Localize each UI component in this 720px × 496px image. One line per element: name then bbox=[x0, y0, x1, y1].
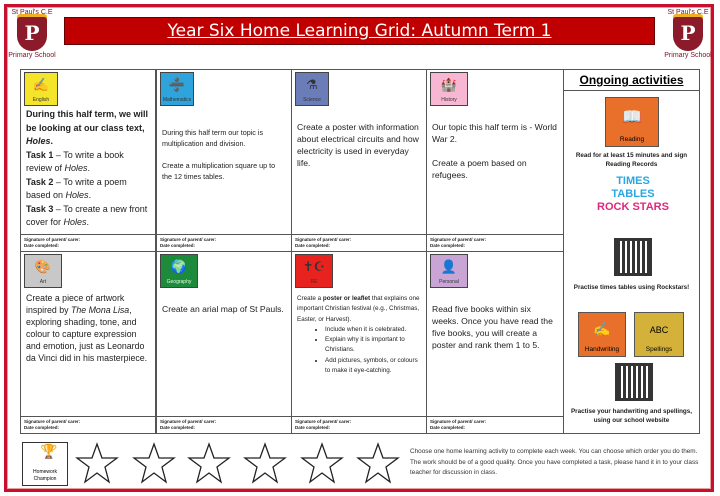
reading-icon: 📖 Reading bbox=[605, 97, 659, 147]
learning-grid bbox=[20, 69, 563, 434]
ttrs-text: Practise times tables using Rockstars! bbox=[573, 284, 690, 291]
personal-icon: 👤 Personal bbox=[430, 254, 468, 288]
school-logo-left bbox=[8, 9, 56, 67]
mathematics-text: During this half term our topic is multiplication and division. Create a multiplication square up to the 12 times tables. bbox=[162, 128, 276, 181]
art-icon: 🎨 Art bbox=[24, 254, 62, 288]
instructions-text: Choose one home learning activity to complete each week. You can choose which order you do them. The work should be of a good quality. Once you have completed a task, please hand it in to your class teacher for discussion in class. bbox=[410, 448, 699, 476]
re-bullet-list bbox=[325, 325, 422, 376]
geography-icon: 🌍 Geography bbox=[160, 254, 198, 288]
science-text: Create a poster with information about electrical circuits and how electricity is used in everyday life. bbox=[297, 122, 419, 168]
ongoing-activities-panel bbox=[563, 69, 700, 434]
qr-code-website[interactable] bbox=[615, 363, 653, 401]
shield-icon: P bbox=[673, 17, 703, 51]
re-icon: ✝☪ RE bbox=[295, 254, 333, 288]
signature-box[interactable]: Signature of parent/ carer: Date completed: bbox=[427, 234, 563, 251]
logo-text: St Paul's C.E bbox=[11, 9, 53, 16]
ongoing-title: Ongoing activities bbox=[564, 70, 699, 91]
list-item: • Add pictures, symbols, or colours to make it eye-catching. bbox=[325, 356, 422, 377]
cell-english bbox=[20, 69, 156, 252]
school-logo-right bbox=[664, 9, 712, 67]
geography-text: Create an arial map of St Pauls. bbox=[162, 304, 284, 314]
signature-box[interactable]: Signature of parent/ carer: Date completed: bbox=[292, 416, 426, 433]
signature-box[interactable]: Signature of parent/ carer: Date completed: bbox=[292, 234, 426, 251]
handwriting-text: Practise your handwriting and spellings, using our school website bbox=[570, 408, 693, 424]
cell-personal bbox=[426, 251, 564, 434]
star-icon[interactable] bbox=[75, 441, 119, 485]
signature-box[interactable]: Signature of parent/ carer: Date completed: bbox=[21, 416, 155, 433]
logo-text: Primary School bbox=[664, 52, 712, 59]
shield-icon: P bbox=[17, 17, 47, 51]
cell-science bbox=[291, 69, 427, 252]
list-item: • Explain why it is important to Christians. bbox=[325, 335, 422, 356]
star-icon[interactable] bbox=[187, 441, 231, 485]
star-icon[interactable] bbox=[356, 441, 400, 485]
history-icon: 🏰 History bbox=[430, 72, 468, 106]
star-icon[interactable] bbox=[243, 441, 287, 485]
science-icon: ⚗ Science bbox=[295, 72, 329, 106]
signature-box[interactable]: Signature of parent/ carer: Date completed: bbox=[427, 416, 563, 433]
homework-champion-badge: 🏆 Homework Champion bbox=[22, 442, 68, 486]
cell-re bbox=[291, 251, 427, 434]
cell-geography bbox=[156, 251, 292, 434]
art-text: Create a piece of artwork inspired by The Mona Lisa, exploring shading, tone, and colour to capture expression and emotion, just as Leonardo da Vinci did in his masterpiece. bbox=[26, 293, 148, 363]
mathematics-icon: ➗ Mathematics bbox=[160, 72, 194, 106]
cell-history bbox=[426, 69, 564, 252]
re-text: Create a poster or leaflet that explains one important Christian festival (e.g., Christmas, Easter, or Harvest). • Include when it is celebrated. • Explain why it is important to Christians. • Add pictures, symbols, or colours to make it eye-catching. bbox=[297, 294, 422, 376]
page-title: Year Six Home Learning Grid: Autumn Term 1 bbox=[64, 17, 655, 45]
qr-code-ttrs[interactable] bbox=[614, 238, 652, 276]
english-text: During this half term, we will be looking at our class text, Holes. Task 1 – To write a book review of Holes. Task 2 – To write a poem based on Holes. Task 3 – To create a new front cover for Holes. bbox=[26, 109, 149, 227]
spellings-icon: ABC Spellings bbox=[634, 312, 684, 357]
personal-text: Read five books within six weeks. Once you have read the five books, you will create a poster and rank them 1 to 5. bbox=[432, 304, 553, 350]
cell-mathematics bbox=[156, 69, 292, 252]
logo-text: Primary School bbox=[8, 52, 56, 59]
trophy-icon: 🏆 bbox=[40, 443, 58, 459]
history-text: Our topic this half term is - World War 2. Create a poem based on refugees. bbox=[432, 122, 557, 180]
cell-art bbox=[20, 251, 156, 434]
star-icon[interactable] bbox=[132, 441, 176, 485]
list-item: • Include when it is celebrated. bbox=[325, 325, 422, 335]
signature-box[interactable]: Signature of parent/ carer: Date completed: bbox=[21, 234, 155, 251]
signature-box[interactable]: Signature of parent/ carer: Date completed: bbox=[157, 416, 291, 433]
logo-text: St Paul's C.E bbox=[667, 9, 709, 16]
reading-text: Read for at least 15 minutes and sign Reading Records bbox=[575, 152, 688, 168]
star-icon[interactable] bbox=[300, 441, 344, 485]
signature-box[interactable]: Signature of parent/ carer: Date completed: bbox=[157, 234, 291, 251]
ttrs-logo: TIMES TABLES ROCK STARS bbox=[597, 175, 669, 213]
english-icon: ✍ English bbox=[24, 72, 58, 106]
handwriting-icon: ✍ Handwriting bbox=[578, 312, 626, 357]
